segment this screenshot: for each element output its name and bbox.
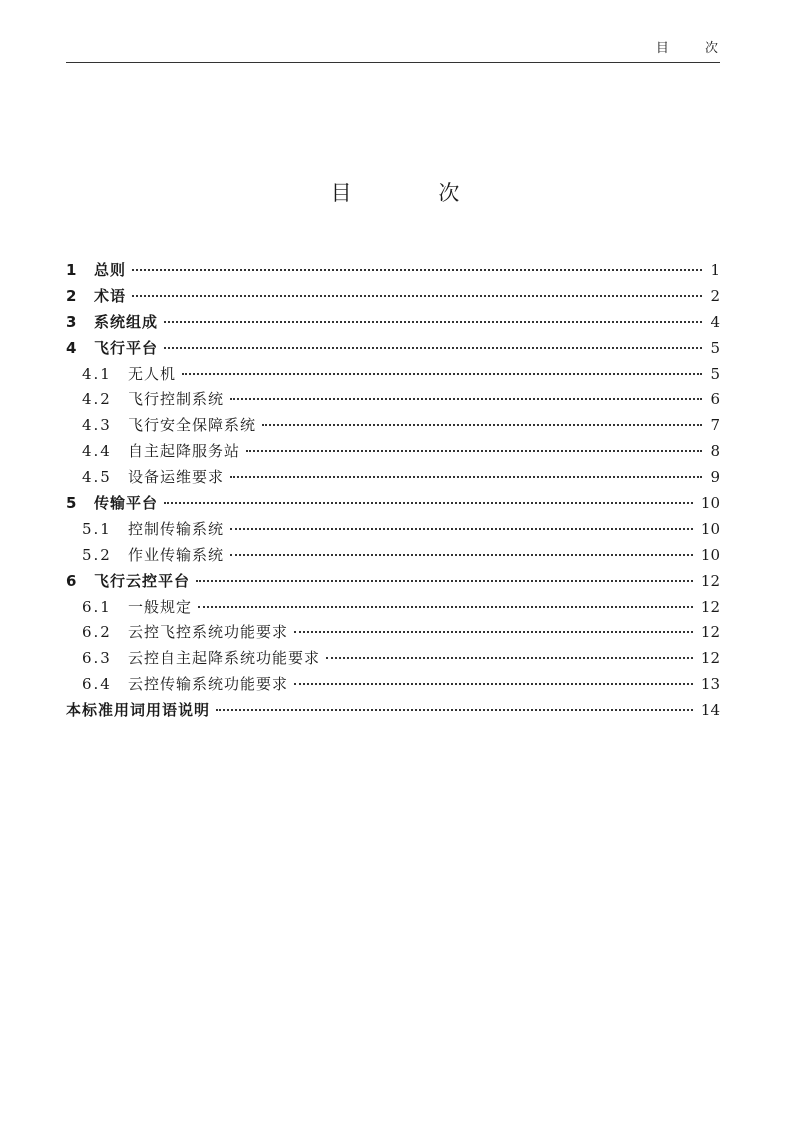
- toc-entry-number: 6.4: [82, 675, 112, 694]
- toc-entry-title: 术语: [94, 286, 127, 305]
- toc-entry-title: 云控飞控系统功能要求: [128, 623, 289, 642]
- toc-dot-leader: [262, 424, 702, 426]
- toc-entry-number: 2: [66, 286, 77, 305]
- toc-entry-number: 3: [66, 312, 77, 331]
- toc-entry[interactable]: [66, 387, 720, 413]
- toc-entry-number: 4.1: [82, 364, 112, 383]
- toc-dot-leader: [230, 398, 702, 400]
- toc-entry-number: 4: [66, 338, 77, 357]
- toc-entry[interactable]: [66, 336, 720, 362]
- toc-entry-title: 总则: [94, 261, 127, 279]
- toc-dot-leader: [230, 554, 693, 556]
- toc-entry-title: 飞行安全保障系统: [128, 416, 257, 435]
- toc-dot-leader: [246, 450, 702, 452]
- toc-entry[interactable]: [66, 620, 720, 646]
- toc-entry-number: 1: [66, 261, 77, 279]
- toc-entry-number: 4.3: [82, 416, 112, 435]
- toc-entry[interactable]: [66, 284, 720, 310]
- toc-entry[interactable]: [66, 310, 720, 336]
- toc-entry-page-number: 13: [700, 675, 720, 694]
- running-header: [66, 0, 734, 63]
- toc-entry-number: 6.2: [82, 623, 112, 642]
- toc-dot-leader: [196, 580, 693, 582]
- toc-entry[interactable]: [66, 595, 720, 621]
- toc-dot-leader: [164, 321, 702, 323]
- toc-entry-number: 6: [66, 571, 77, 590]
- toc-entry-page-number: 2: [710, 286, 720, 305]
- toc-entry[interactable]: [66, 413, 720, 439]
- toc-entry-page-number: 10: [700, 494, 720, 513]
- toc-entry[interactable]: [66, 543, 720, 569]
- toc-entry[interactable]: [66, 517, 720, 543]
- toc-entry-page-number: 5: [710, 364, 720, 383]
- toc-entry-title: 飞行云控平台: [94, 571, 191, 590]
- page-title: 目 次: [330, 181, 500, 205]
- toc-entry-page-number: 1: [710, 261, 720, 279]
- toc-dot-leader: [132, 295, 702, 297]
- toc-dot-leader: [326, 657, 693, 659]
- toc-entry-title: 云控传输系统功能要求: [128, 675, 289, 694]
- toc-dot-leader: [216, 709, 693, 711]
- toc-entry-page-number: 10: [700, 519, 720, 538]
- toc-entry-page-number: 8: [710, 442, 720, 461]
- toc-entry-title: 云控自主起降系统功能要求: [128, 649, 321, 668]
- toc-entry-number: 5.1: [82, 519, 112, 538]
- toc-entry-title: 传输平台: [94, 494, 159, 513]
- toc-entry-number: 5.2: [82, 545, 112, 564]
- toc-entry-page-number: 12: [700, 597, 720, 616]
- toc-entry-page-number: 12: [700, 571, 720, 590]
- toc-entry[interactable]: [66, 258, 720, 284]
- toc-dot-leader: [182, 373, 702, 375]
- toc-entry[interactable]: [66, 439, 720, 465]
- toc-entry-title: 一般规定: [128, 597, 193, 616]
- toc-dot-leader: [164, 347, 702, 349]
- toc-entry-title: 设备运维要求: [128, 468, 225, 487]
- toc-entry[interactable]: [66, 569, 720, 595]
- toc-entry-page-number: 6: [710, 390, 720, 409]
- toc-entry-title: 本标准用词用语说明: [66, 701, 211, 720]
- toc-entry-page-number: 4: [710, 312, 720, 331]
- toc-entry-title: 飞行平台: [94, 338, 159, 357]
- toc-entry-number: 5: [66, 494, 77, 513]
- toc-entry[interactable]: [66, 698, 720, 724]
- toc-entry-title: 作业传输系统: [128, 545, 225, 564]
- toc-entry-number: 4.4: [82, 442, 112, 461]
- toc-entry-title: 无人机: [128, 364, 177, 383]
- toc-entry-title: 控制传输系统: [128, 519, 225, 538]
- toc-entry-page-number: 5: [710, 338, 720, 357]
- toc-entry-title: 自主起降服务站: [128, 442, 241, 461]
- toc-entry-number: 4.5: [82, 468, 112, 487]
- toc-entry[interactable]: [66, 465, 720, 491]
- table-of-contents: [66, 258, 720, 724]
- toc-entry-page-number: 9: [710, 468, 720, 487]
- toc-entry-title: 系统组成: [94, 312, 159, 331]
- toc-entry-number: 4.2: [82, 390, 112, 409]
- toc-dot-leader: [132, 269, 702, 271]
- running-header-title: 目 次: [655, 41, 734, 56]
- toc-dot-leader: [230, 476, 702, 478]
- toc-entry-title: 飞行控制系统: [128, 390, 225, 409]
- toc-dot-leader: [230, 528, 693, 530]
- toc-dot-leader: [198, 606, 693, 608]
- toc-entry-page-number: 12: [700, 623, 720, 642]
- toc-entry-page-number: 7: [710, 416, 720, 435]
- toc-dot-leader: [294, 631, 693, 633]
- toc-entry-page-number: 14: [700, 701, 720, 720]
- toc-entry[interactable]: [66, 646, 720, 672]
- toc-dot-leader: [294, 683, 693, 685]
- toc-entry-page-number: 10: [700, 545, 720, 564]
- toc-entry[interactable]: [66, 362, 720, 388]
- toc-entry-number: 6.1: [82, 597, 112, 616]
- toc-entry[interactable]: [66, 672, 720, 698]
- toc-dot-leader: [164, 502, 693, 504]
- toc-entry[interactable]: [66, 491, 720, 517]
- toc-entry-page-number: 12: [700, 649, 720, 668]
- toc-entry-number: 6.3: [82, 649, 112, 668]
